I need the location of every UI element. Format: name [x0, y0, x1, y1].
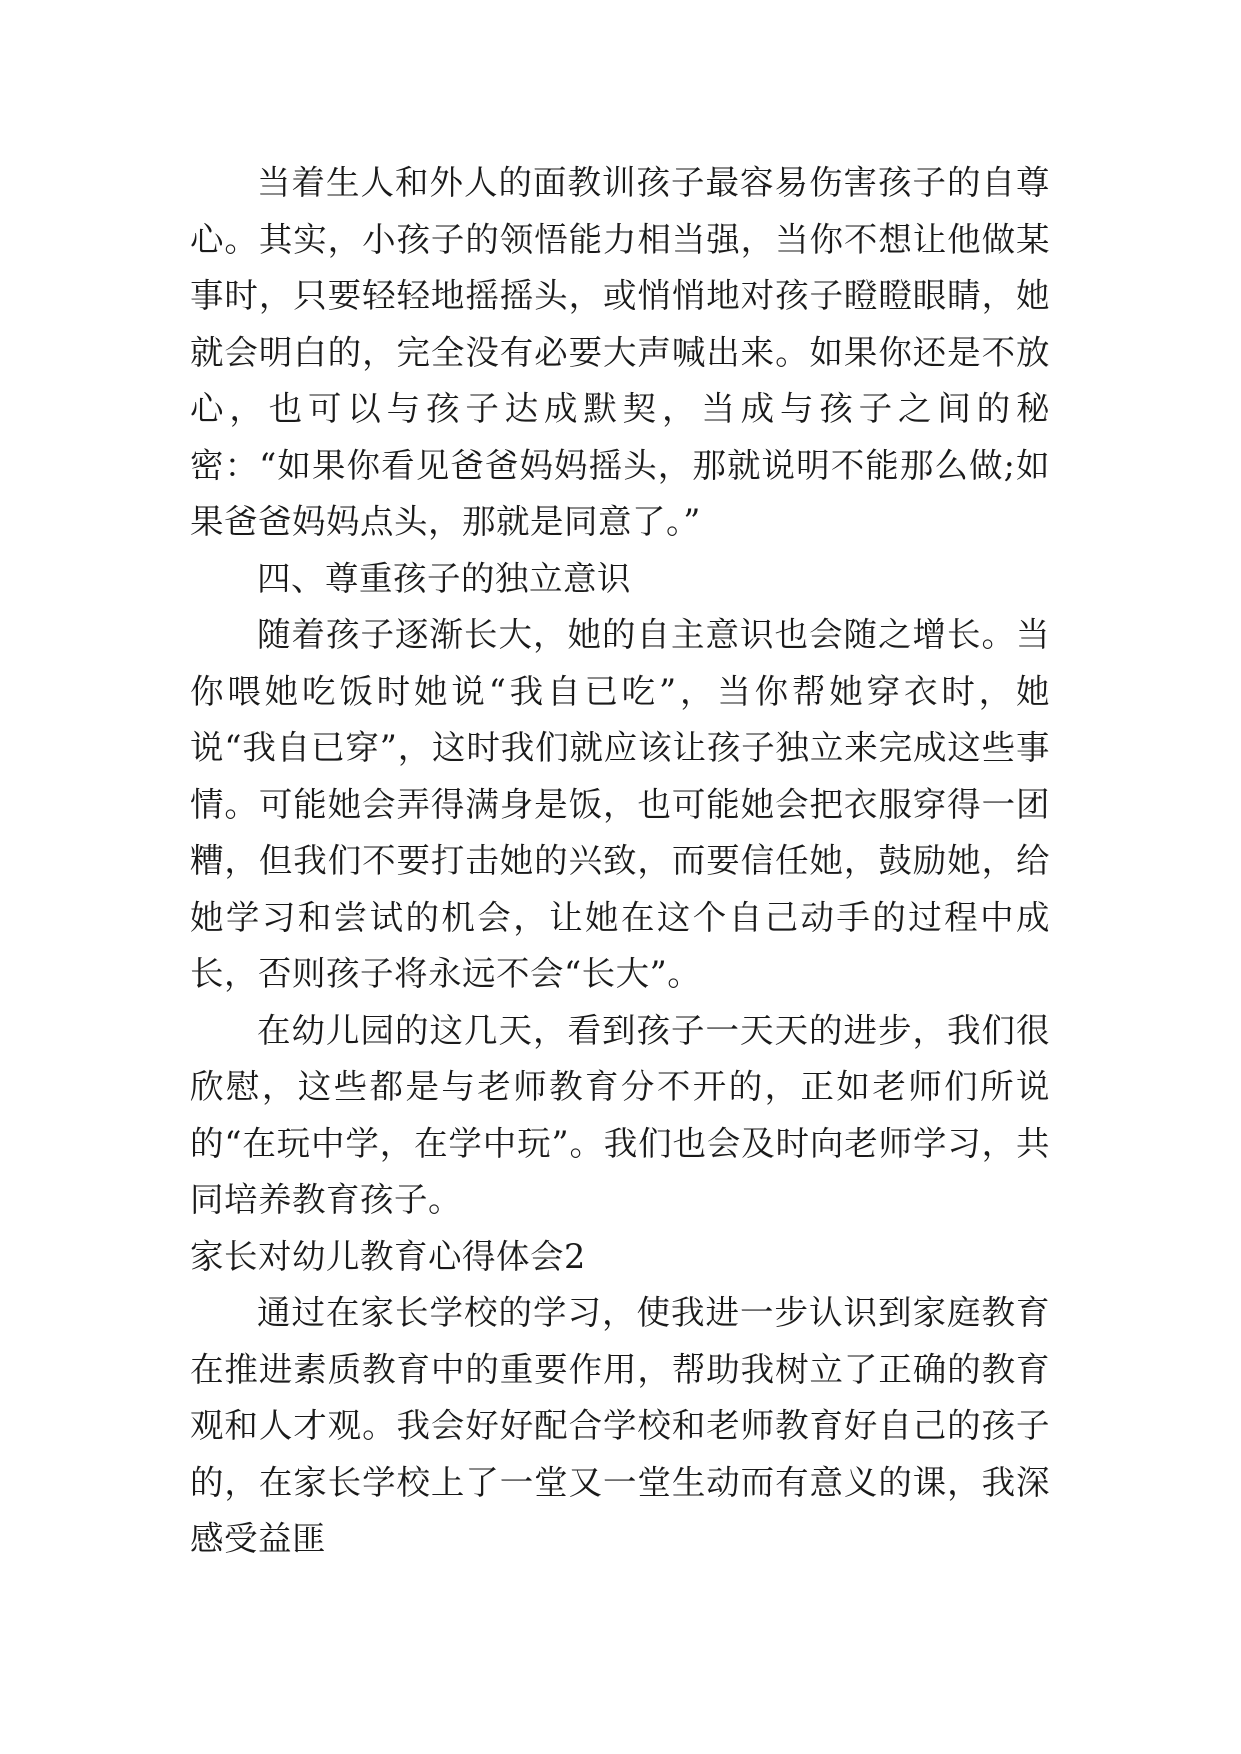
- paragraph-independence: 随着孩子逐渐长大，她的自主意识也会随之增长。当你喂她吃饭时她说“我自已吃”，当你帮她穿衣时，她说“我自已穿”，这时我们就应该让孩子独立来完成这些事情。可能她会弄得满身是饭，也可能她会把衣服穿得一团糟，但我们不要打击她的兴致，而要信任她，鼓励她，给她学习和尝试的机会，让她在这个自己动手的过程中成长，否则孩子将永远不会“长大”。: [190, 615, 1050, 993]
- paragraph-parent-school: 通过在家长学校的学习，使我进一步认识到家庭教育在推进素质教育中的重要作用，帮助我树立了正确的教育观和人才观。我会好好配合学校和老师教育好自己的孩子的，在家长学校上了一堂又一堂生动而有意义的课，我深感受益匪: [190, 1293, 1050, 1558]
- article-title-2: 家长对幼儿教育心得体会2: [190, 1236, 586, 1276]
- paragraph-kindergarten-progress: 在幼儿园的这几天，看到孩子一天天的进步，我们很欣慰，这些都是与老师教育分不开的，正如老师们所说的“在玩中学，在学中玩”。我们也会及时向老师学习，共同培养教育孩子。: [190, 1010, 1050, 1219]
- section-heading-independence: 四、尊重孩子的独立意识: [257, 558, 631, 598]
- paragraph-respect-self-esteem: 当着生人和外人的面教训孩子最容易伤害孩子的自尊心。其实，小孩子的领悟能力相当强，当你不想让他做某事时，只要轻轻地摇摇头，或悄悄地对孩子瞪瞪眼睛，她就会明白的，完全没有必要大声喊出来。如果你还是不放心，也可以与孩子达成默契，当成与孩子之间的秘密：“如果你看见爸爸妈妈摇头，那就说明不能那么做;如果爸爸妈妈点头，那就是同意了。”: [190, 163, 1050, 541]
- document-body: [190, 155, 1050, 1568]
